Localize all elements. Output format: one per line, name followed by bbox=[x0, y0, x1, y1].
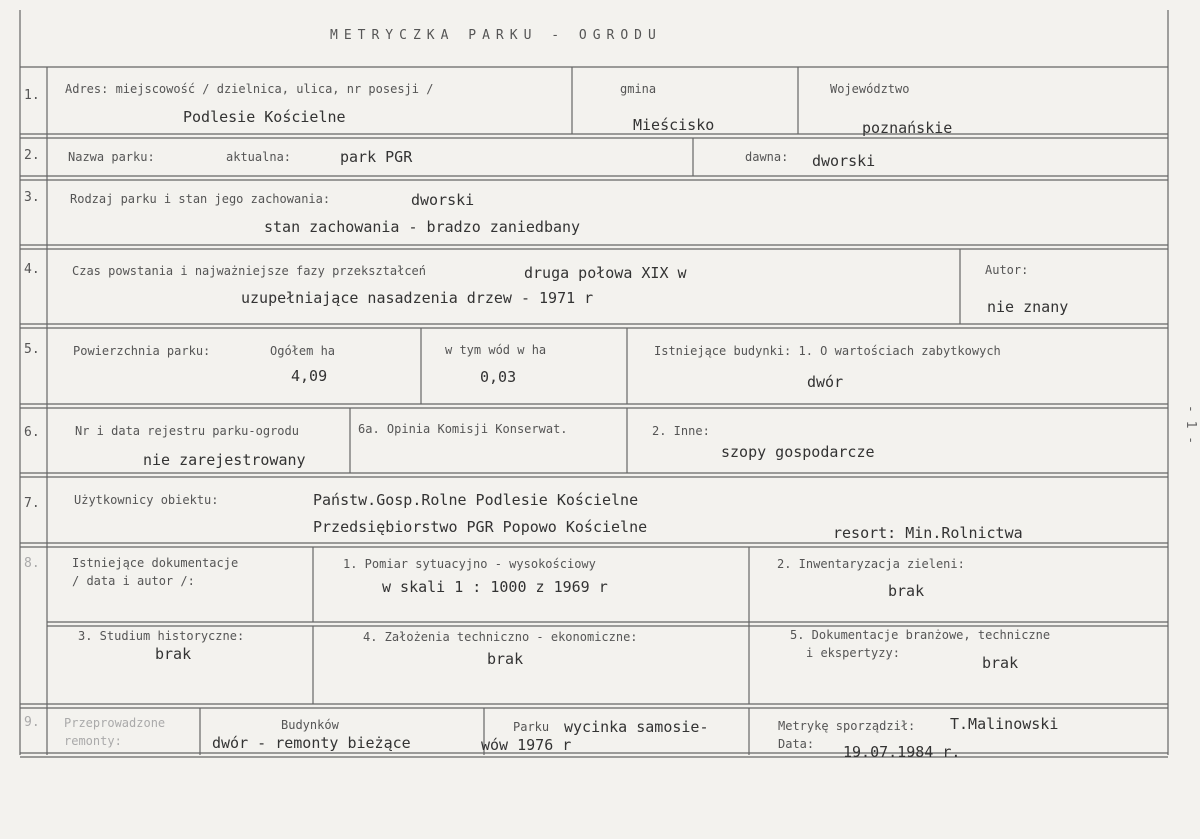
historical-study-value: brak bbox=[155, 645, 192, 663]
creation-phases-value2: uzupełniające nasadzenia drzew - 1971 r bbox=[241, 289, 594, 307]
row3-number: 3. bbox=[24, 190, 40, 205]
users-value1: Państw.Gosp.Rolne Podlesie Kościelne bbox=[313, 491, 639, 509]
other-buildings-value: szopy gospodarcze bbox=[721, 443, 875, 461]
former-name-value: dworski bbox=[812, 152, 876, 170]
page-number-mark: - 1 - bbox=[1183, 405, 1198, 445]
branch-documentation-label2: i ekspertyzy: bbox=[806, 646, 900, 660]
water-area-value: 0,03 bbox=[480, 368, 517, 386]
buildings-renovation-label: Budynków bbox=[281, 718, 339, 732]
greenery-inventory-value: brak bbox=[888, 582, 925, 600]
date-label: Data: bbox=[778, 737, 815, 751]
row1-number: 1. bbox=[24, 88, 40, 103]
branch-documentation-value: brak bbox=[982, 654, 1019, 672]
creation-phases-label: Czas powstania i najważniejsze fazy przekształceń bbox=[72, 264, 427, 278]
row6-number: 6. bbox=[24, 425, 40, 440]
renovations-label1: Przeprowadzone bbox=[64, 716, 166, 730]
park-renovation-value1: wycinka samosie- bbox=[564, 718, 709, 736]
existing-buildings-label: Istniejące budynki: 1. O wartościach zabytkowych bbox=[654, 344, 1001, 358]
registry-value: nie zarejestrowany bbox=[143, 451, 306, 469]
row5-number: 5. bbox=[24, 342, 40, 357]
park-renovation-value2: wów 1976 r bbox=[481, 736, 572, 754]
total-area-value: 4,09 bbox=[291, 367, 328, 385]
former-name-label: dawna: bbox=[745, 150, 789, 164]
author-label: Autor: bbox=[985, 263, 1029, 277]
other-buildings-label: 2. Inne: bbox=[652, 424, 710, 438]
total-area-label: Ogółem ha bbox=[270, 344, 336, 358]
prepared-by-label: Metrykę sporządził: bbox=[778, 719, 916, 733]
current-name-value: park PGR bbox=[340, 148, 413, 166]
gmina-value: Mieścisko bbox=[633, 116, 715, 134]
row8-number: 8. bbox=[24, 556, 40, 571]
users-value2: Przedsiębiorstwo PGR Popowo Kościelne bbox=[313, 518, 648, 536]
survey-value: w skali 1 : 1000 z 1969 r bbox=[382, 578, 608, 596]
voivodeship-value: poznańskie bbox=[862, 119, 953, 137]
technical-assumptions-value: brak bbox=[487, 650, 524, 668]
address-value: Podlesie Kościelne bbox=[183, 108, 346, 126]
preservation-state-value: stan zachowania - bradzo zaniedbany bbox=[264, 218, 581, 236]
survey-label: 1. Pomiar sytuacyjno - wysokościowy bbox=[343, 557, 596, 571]
documentation-label2: / data i autor /: bbox=[72, 574, 195, 588]
prepared-by-value: T.Malinowski bbox=[950, 715, 1059, 733]
water-area-label: w tym wód w ha bbox=[445, 343, 547, 357]
row4-number: 4. bbox=[24, 262, 40, 277]
existing-buildings-value: dwór bbox=[807, 373, 844, 391]
technical-assumptions-label: 4. Założenia techniczno - ekonomiczne: bbox=[363, 630, 638, 644]
creation-phases-value1: druga połowa XIX w bbox=[524, 264, 687, 282]
department-value: resort: Min.Rolnictwa bbox=[833, 524, 1023, 542]
historical-study-label: 3. Studium historyczne: bbox=[78, 629, 245, 643]
author-value: nie znany bbox=[987, 298, 1069, 316]
greenery-inventory-label: 2. Inwentaryzacja zieleni: bbox=[777, 557, 965, 571]
buildings-renovation-value: dwór - remonty bieżące bbox=[212, 734, 411, 752]
document-title: METRYCZKA PARKU - OGRODU bbox=[330, 28, 662, 43]
row2-number: 2. bbox=[24, 148, 40, 163]
renovations-label2: remonty: bbox=[64, 734, 122, 748]
voivodeship-label: Województwo bbox=[830, 82, 910, 96]
park-renovation-label: Parku bbox=[513, 720, 550, 734]
park-name-label: Nazwa parku: bbox=[68, 150, 155, 164]
commission-opinion-label: 6a. Opinia Komisji Konserwat. bbox=[358, 422, 568, 436]
gmina-label: gmina bbox=[620, 82, 657, 96]
current-name-label: aktualna: bbox=[226, 150, 292, 164]
registry-label: Nr i data rejestru parku-ogrodu bbox=[75, 424, 299, 438]
park-type-value: dworski bbox=[411, 191, 475, 209]
branch-documentation-label1: 5. Dokumentacje branżowe, techniczne bbox=[790, 628, 1051, 642]
date-value: 19.07.1984 r. bbox=[843, 743, 961, 761]
documentation-label1: Istniejące dokumentacje bbox=[72, 556, 239, 570]
area-label: Powierzchnia parku: bbox=[73, 344, 211, 358]
park-type-label: Rodzaj parku i stan jego zachowania: bbox=[70, 192, 331, 206]
address-label: Adres: miejscowość / dzielnica, ulica, nr posesji / bbox=[65, 82, 434, 96]
row9-number: 9. bbox=[24, 715, 40, 730]
users-label: Użytkownicy obiektu: bbox=[74, 493, 219, 507]
row7-number: 7. bbox=[24, 496, 40, 511]
